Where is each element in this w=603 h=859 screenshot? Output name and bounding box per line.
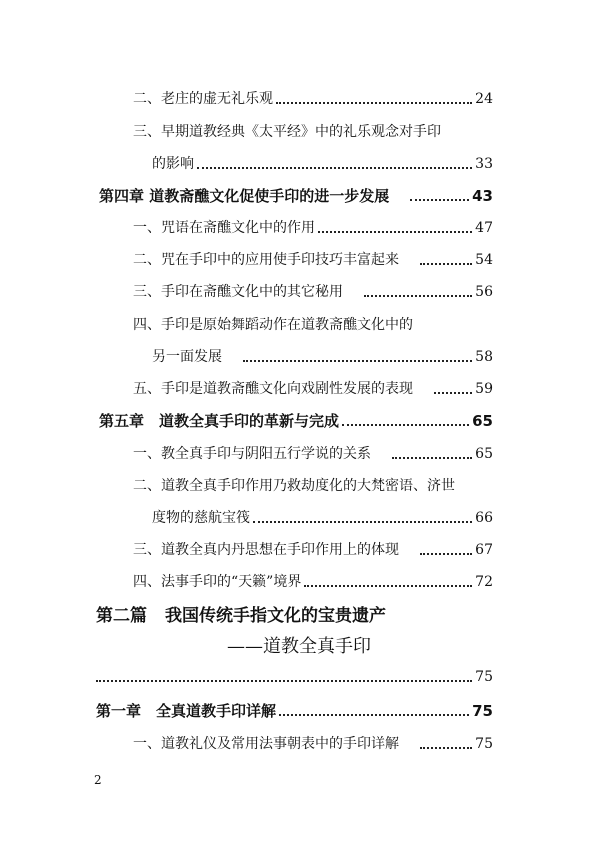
toc-chapter — [96, 702, 493, 720]
toc-leader — [318, 231, 472, 233]
toc-entry-page: 66 — [475, 510, 493, 526]
toc-entry-title: 三、道教全真内丹思想在手印作用上的体现 — [133, 542, 399, 558]
toc-entry-page: 33 — [475, 156, 493, 172]
toc-entry-title: 第四章 道教斋醮文化促使手印的进一步发展 — [99, 187, 390, 205]
part-subtitle: ——道教全真手印 — [227, 636, 371, 657]
toc-entry-page: 72 — [475, 574, 493, 590]
page-number: 2 — [94, 773, 102, 787]
part-title: 我国传统手指文化的宝贵遗产 — [165, 606, 386, 626]
toc-entry-page: 56 — [475, 284, 493, 300]
toc-leader — [420, 553, 472, 555]
toc-entry-page: 67 — [475, 542, 493, 558]
toc-entry-continuation — [152, 348, 493, 366]
toc-entry — [133, 123, 441, 141]
toc-entry-title: 另一面发展 — [152, 349, 222, 365]
toc-entry-title: 第五章 道教全真手印的革新与完成 — [99, 412, 340, 430]
toc-leader — [342, 424, 469, 426]
part-label: 第二篇 — [96, 606, 147, 626]
toc-entry-title: 一、道教礼仪及常用法事朝表中的手印详解 — [133, 736, 399, 752]
toc-leader — [243, 360, 472, 362]
toc-entry-title: 第一章 全真道教手印详解 — [96, 702, 277, 720]
toc-entry-title: 的影响 — [152, 156, 194, 172]
toc-leader — [410, 199, 469, 201]
toc-entry — [133, 735, 493, 753]
toc-entry — [133, 380, 493, 398]
toc-entry-title: 三、手印在斋醮文化中的其它秘用 — [133, 284, 343, 300]
toc-entry-page: 58 — [475, 349, 493, 365]
toc-leader — [304, 585, 472, 587]
toc-entry — [133, 477, 455, 495]
toc-entry-page: 75 — [475, 736, 493, 752]
part-page: 75 — [475, 669, 493, 685]
toc-entry-page: 59 — [475, 381, 493, 397]
toc-entry — [133, 283, 493, 301]
toc-entry-page: 65 — [475, 446, 493, 462]
toc-entry — [133, 219, 493, 237]
toc-entry — [133, 251, 493, 269]
toc-entry-title: 度物的慈航宝筏 — [152, 510, 250, 526]
toc-entry — [133, 541, 493, 559]
toc-entry — [133, 316, 413, 334]
toc-entry — [133, 90, 493, 108]
toc-entry-page: 43 — [472, 187, 493, 205]
toc-leader — [364, 295, 472, 297]
toc-leader — [197, 167, 472, 169]
toc-leader — [434, 392, 472, 394]
toc-entry-title: 四、法事手印的“天籁”境界 — [133, 574, 302, 590]
toc-entry-continuation — [152, 155, 493, 173]
toc-entry-title: 三、早期道教经典《太平经》中的礼乐观念对手印 — [133, 124, 441, 140]
toc-chapter — [99, 187, 493, 205]
toc-entry-title: 四、手印是原始舞蹈动作在道教斋醮文化中的 — [133, 317, 413, 333]
toc-entry — [133, 445, 493, 463]
toc-chapter — [99, 412, 493, 430]
toc-entry-title: 二、道教全真手印作用乃救劫度化的大梵密语、济世 — [133, 478, 455, 494]
toc-leader — [420, 747, 472, 749]
toc-entry-page: 75 — [472, 702, 493, 720]
toc-entry-continuation — [152, 509, 493, 527]
toc-part-heading — [96, 605, 386, 627]
toc-leader — [392, 457, 472, 459]
toc-entry-page: 24 — [475, 91, 493, 107]
toc-entry-page: 54 — [475, 252, 493, 268]
toc-entry — [133, 573, 493, 591]
toc-entry-title: 二、咒在手印中的应用使手印技巧丰富起来 — [133, 252, 399, 268]
toc-entry-title: 一、教全真手印与阴阳五行学说的关系 — [133, 446, 371, 462]
toc-entry-title: 一、咒语在斋醮文化中的作用 — [133, 220, 315, 236]
toc-entry-title: 二、老庄的虚无礼乐观 — [133, 91, 273, 107]
toc-entry-page: 47 — [475, 220, 493, 236]
toc-entry-page: 65 — [472, 412, 493, 430]
toc-leader — [276, 102, 472, 104]
toc-leader — [279, 714, 469, 716]
toc-leader — [420, 263, 472, 265]
toc-leader — [96, 680, 472, 682]
toc-part-leader-row — [96, 668, 493, 686]
toc-leader — [253, 521, 472, 523]
toc-entry-title: 五、手印是道教斋醮文化向戏剧性发展的表现 — [133, 381, 413, 397]
